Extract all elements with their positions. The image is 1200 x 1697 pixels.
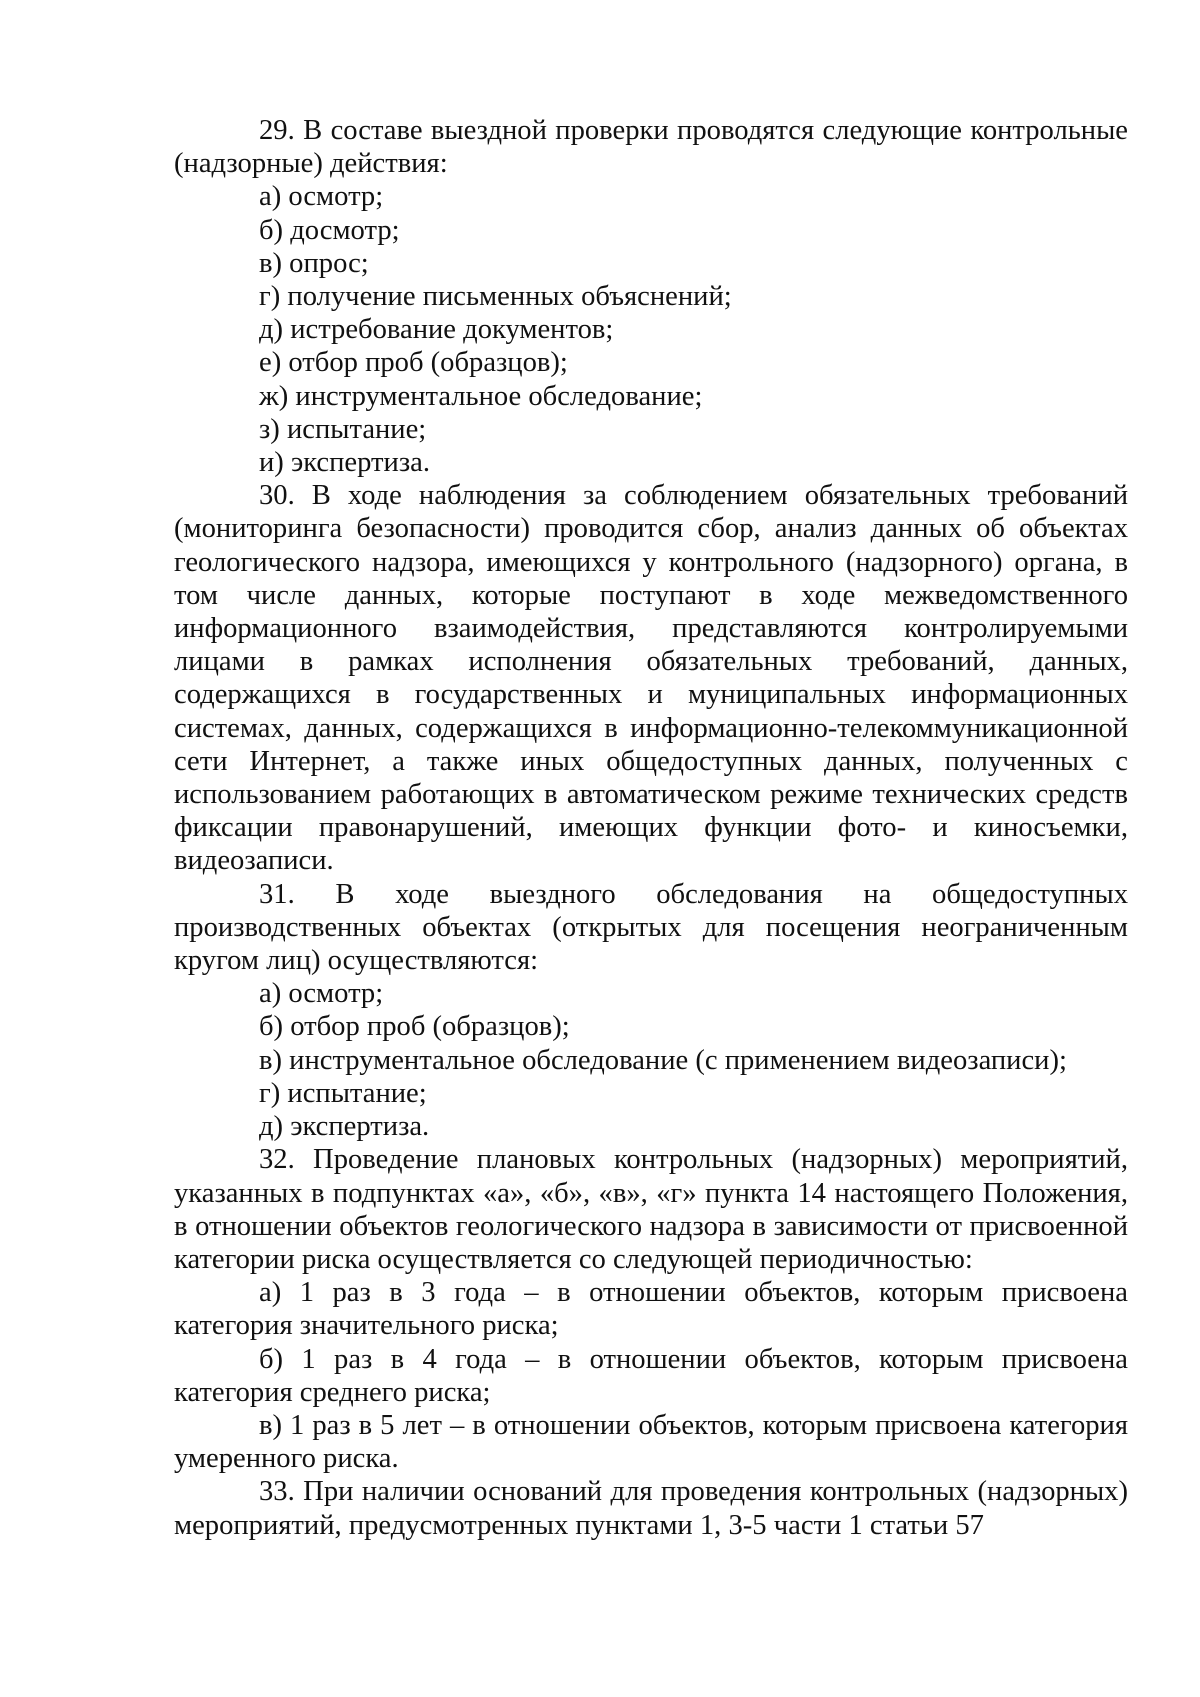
list-item: б) досмотр;	[259, 214, 400, 246]
list-item: ж) инструментальное обследование;	[259, 380, 703, 412]
list-item: в) опрос;	[259, 247, 369, 279]
paragraph-33: 33. При наличии оснований для проведения контрольных (надзорных) мероприятий, предусмотренных пунктами 1, 3-5 части 1 статьи 57	[174, 1476, 1128, 1541]
list-item: в) инструментальное обследование (с применением видеозаписи);	[259, 1044, 1067, 1076]
document-page	[174, 114, 1128, 1542]
list-item: з) испытание;	[259, 413, 427, 445]
list-item: г) получение письменных объяснений;	[259, 281, 732, 313]
list-item: б) 1 раз в 4 года – в отношении объектов, которым присвоена категория среднего риска;	[174, 1343, 1128, 1408]
list-item: е) отбор проб (образцов);	[259, 347, 568, 379]
list-item: а) осмотр;	[259, 978, 384, 1010]
paragraph-29: 29. В составе выездной проверки проводятся следующие контрольные (надзорные) действия:	[174, 115, 1128, 180]
list-item: д) экспертиза.	[259, 1111, 430, 1143]
list-item: а) 1 раз в 3 года – в отношении объектов, которым присвоена категория значительного риска;	[174, 1277, 1128, 1342]
list-item: б) отбор проб (образцов);	[259, 1011, 570, 1043]
list-item: д) истребование документов;	[259, 314, 614, 346]
list-item: а) осмотр;	[259, 181, 384, 213]
list-item: и) экспертиза.	[259, 447, 430, 479]
paragraph-30: 30. В ходе наблюдения за соблюдением обязательных требований (мониторинга безопасности) проводится сбор, анализ данных об объектах геологического надзора, имеющихся у контрольного (надзорного) органа, в том числе данных, которые поступают в ходе межведомственного информационного взаимодействия, представляются контролируемыми лицами в рамках исполнения обязательных требований, данных, содержащихся в государственных и муниципальных информационных системах, данных, содержащихся в информационно-телекоммуникационной сети Интернет, а также иных общедоступных данных, полученных с использованием работающих в автоматическом режиме технических средств фиксации правонарушений, имеющих функции фото- и киносъемки, видеозаписи.	[174, 480, 1128, 877]
list-item: в) 1 раз в 5 лет – в отношении объектов, которым присвоена категория умеренного риска.	[174, 1409, 1128, 1475]
list-item: г) испытание;	[259, 1077, 427, 1109]
paragraph-31: 31. В ходе выездного обследования на общедоступных производственных объектах (открытых для посещения неограниченным кругом лиц) осуществляются:	[174, 878, 1128, 977]
paragraph-32: 32. Проведение плановых контрольных (надзорных) мероприятий, указанных в подпунктах «а», «б», «в», «г» пункта 14 настоящего Положения, в отношении объектов геологического надзора в зависимости от присвоенной категории риска осуществляется со следующей периодичностью:	[174, 1144, 1128, 1275]
